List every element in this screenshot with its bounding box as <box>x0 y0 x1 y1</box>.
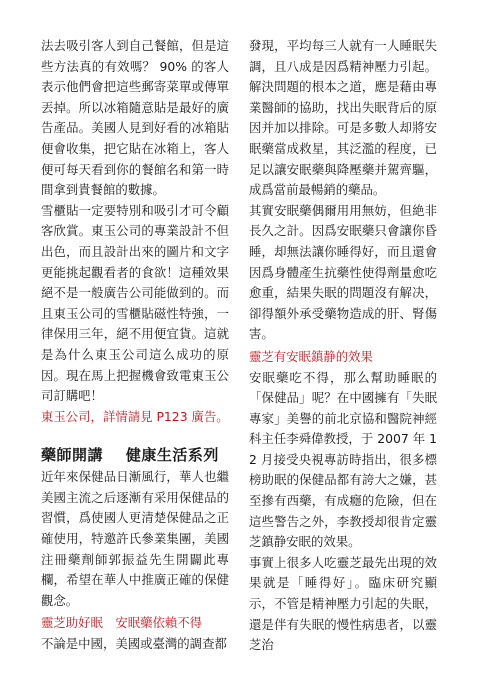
ad-reference-note: 東玉公司，詳情請見 P123 廣告。 <box>41 408 229 424</box>
paragraph-health-products: 安眠藥吃不得，那么幫助睡眠的「保健品」呢？在中國擁有「失眠專家」美譽的前北京協和醫院神經科主任李舜偉教授，于 2007 年 12 月接受央視專訪時指出，很多標榜助眠的保健品都有誇大之嫌，甚至摻有西藥，有成癮的危險，但在這些警告之外，李教授却很肯定靈芝鎮静安眠的效果。 <box>249 369 437 550</box>
paragraph-clinical-research: 事實上很多人吃靈芝最先出現的效果就是「睡得好」。臨床研究顯示，不管是精神壓力引起的失眠，還是伴有失眠的慢性病患者，以靈芝治 <box>249 554 437 653</box>
right-column <box>249 36 437 656</box>
paragraph-sleeping-pills: 其實安眠藥偶爾用用無妨，但絶非長久之計。因爲安眠藥只會讓你昏睡，却無法讓你睡得好，而且還會因爲身體產生抗藥性使得劑量愈吃愈重，結果失眠的問題沒有解决，卻得額外承受藥物造成的肝、腎傷害。 <box>249 202 437 342</box>
paragraph-insomnia-stats: 發現，平均每三人就有一人睡眠失調，且八成是因爲精神壓力引起。解決問題的根本之道，應是藉由專業醫師的協助，找出失眠背后的原因并加以排除。可是多數人却將安眠藥當成救星，其泛濫的程度，已足以讓安眠藥與降壓藥并駕齊驅，成爲當前最暢銷的藥品。 <box>249 38 437 198</box>
paragraph-survey-start: 不論是中國，美國或臺灣的調查都 <box>41 636 227 652</box>
paragraph-dongyu-company: 雪櫃貼一定要特別和吸引才可令顧客欣賞。東玉公司的專業設計不但出色，而且設計出來的圖片和文字更能挑起觀看者的食欲！這種效果絕不是一般廣告公司能做到的。而且東玉公司的雪櫃貼磁性特強，一律保用三年，絕不用便宜貨。這就是為什么東玉公司這么成功的原因。現在馬上把握機會致電東玉公司訂購吧！ <box>41 202 229 404</box>
paragraph-fridge-magnet-ads: 法去吸引客人到自己餐館，但是這些方法真的有效嗎？ 90% 的客人表示他們會把這些郵寄菜單或傳單丟掉。所以冰箱隨意貼是最好的廣告產品。美國人見到好看的冰箱貼便會收集，把它貼在冰箱上，客人便可每天看到你的餐館名和第一時間拿到貴餐館的數據。 <box>41 38 229 198</box>
subheading-lingzhi-calming: 靈芝有安眠鎮静的效果 <box>249 348 373 364</box>
subheading-lingzhi-sleep: 靈芝助好眠 安眠藥依賴不得 <box>41 615 203 631</box>
left-column <box>41 36 229 655</box>
paragraph-health-intro: 近年來保健品日漸風行，華人也繼美國主流之后逐漸有采用保健品的習慣，爲使國人更清楚保健品之正確使用，特邀許氏參業集團，美國注冊藥劑師郭振益先生開闢此專欄，希望在華人中推廣正確的保健觀念。 <box>41 469 229 608</box>
section-title: 藥師開講 健康生活系列 <box>41 446 219 465</box>
